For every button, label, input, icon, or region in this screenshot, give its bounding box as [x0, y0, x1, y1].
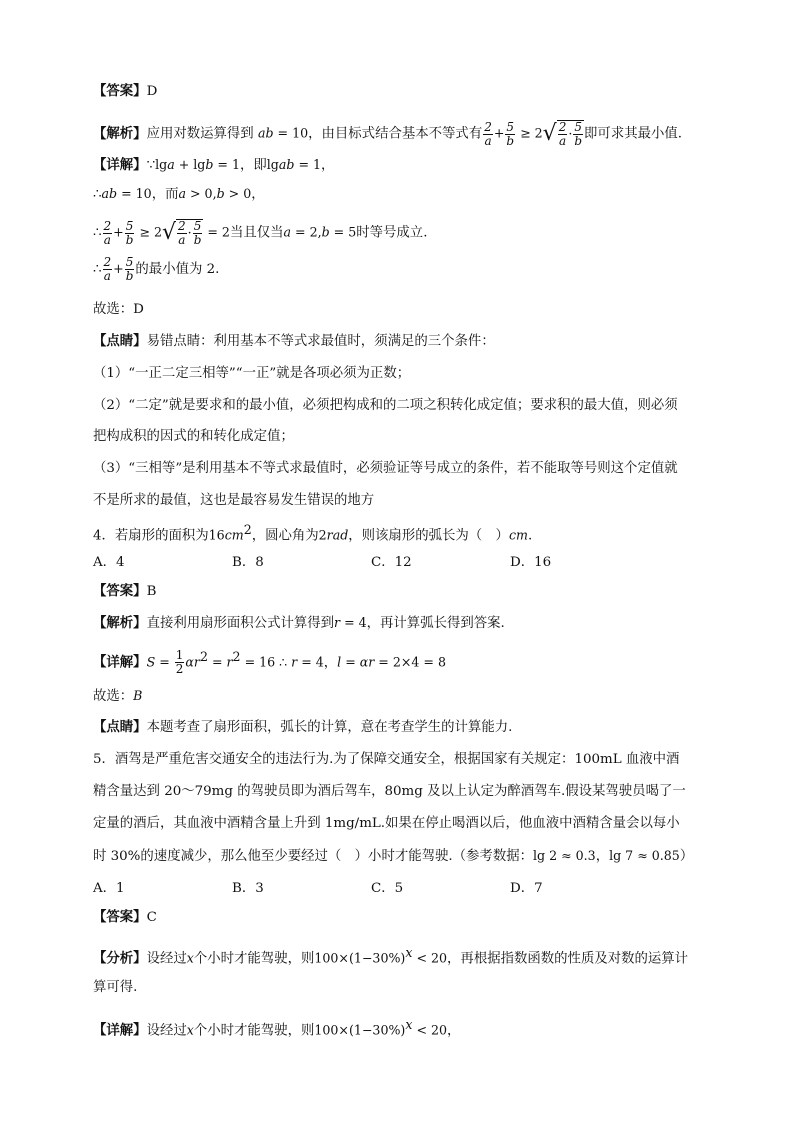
q4-answer-line: 【 答案 】 B: [93, 583, 734, 601]
q5-stem-3: 定量的酒后，其血液中酒精含量上升到 1mg/mL.如果在停止喝酒以后，他血液中酒精含量会以每小: [93, 816, 680, 831]
q3-comment-3a: （3）“三相等”是利用基本不等式求最值时，必须验证等号成立的条件，若不能取等号则这个定值就: [93, 461, 678, 476]
q5-answer-line: 【 答案 】 C: [93, 909, 734, 927]
q4-choose: 故选：B: [93, 688, 143, 704]
q3-comment-2b: 把构成积的因式的和转化成定值；: [93, 429, 294, 444]
q4-option-b: B．8: [232, 555, 264, 570]
q5-fenxi-line: 【 分析 】 设经过x个小时才能驾驶，则$100\times(1-30\%)^x < 20$，再根据指数函数的性质及对数的运算计: [93, 944, 734, 968]
q4-answer: B: [146, 584, 157, 599]
sqrt-product: √ $\frac{2}{a}$ · $\frac{5}{b}$: [542, 120, 583, 148]
q4-option-d: D．16: [510, 555, 552, 570]
formula-ab10: ab: [257, 125, 274, 141]
q5-option-a: A．1: [93, 881, 125, 896]
analysis-label: 【 解析 】: [93, 127, 147, 142]
q4-comment: 【 点睛 】 本题考查了扇形面积，弧长的计算，意在考查学生的计算能力.: [93, 719, 734, 737]
q5-stem-1: 5．酒驾是严重危害交通安全的违法行为.为了保障交通安全，根据国家有关规定：100mL 血液中酒: [93, 752, 680, 767]
q5-option-c: C．5: [371, 881, 404, 896]
q3-detail-line-1: 【 详解 】 ∵lga + lgb = 1，即lgab = 1，: [93, 156, 734, 175]
q3-detail-line-4: ∴ $\frac{2}{a}$ + $\frac{5}{b}$ 的最小值为 2.: [93, 255, 220, 283]
q3-comment-3b: 不是所求的最值，这也是最容易发生错误的地方: [93, 493, 375, 508]
q5-fenxi-line-2: 算可得.: [93, 980, 138, 995]
q4-analysis-line: 【 解析 】 直接利用扇形面积公式计算得到r = 4，再计算弧长得到答案.: [93, 614, 734, 633]
frac-5-b: $\frac{5}{b}$: [506, 119, 515, 148]
q5-option-d: D．7: [510, 881, 543, 896]
q4-stem: 4．若扇形的面积为$16cm^2$，圆心角为2rad，则该扇形的弧长为（ ）cm.: [93, 522, 533, 544]
q5-stem-4: 时 30%的速度减少，那么他至少要经过（ ）小时才能驾驶.（参考数据：lg 2 ≈ 0.3，lg 7 ≈ 0.85）: [93, 848, 694, 864]
q5-answer: C: [146, 910, 157, 925]
q3-choose: 故选：D: [93, 302, 144, 317]
answer-label: 【 答案 】: [93, 84, 147, 99]
q5-stem-2: 精含量达到 20～79mg 的驾驶员即为酒后驾车，80mg 及以上认定为醉酒驾车.假设某驾驶员喝了一: [93, 784, 686, 799]
q3-comment-1: （1）“一正二定三相等”“一正”就是各项必须为正数；: [93, 366, 411, 381]
q3-comment-head: 【 点睛 】 易错点睛：利用基本不等式求最值时，须满足的三个条件：: [93, 333, 734, 351]
q3-answer: D: [146, 84, 158, 99]
detail-label: 【 详解 】: [93, 158, 147, 173]
frac-2-a: $\frac{2}{a}$: [484, 119, 492, 148]
q4-detail-line: 【 详解 】 S = $\frac{1}{2}$ $\alpha r^2 = r^2 = 16$ ∴ r = 4，l = αr = 2×4 = 8: [93, 648, 734, 676]
q3-detail-line-3: ∴ $\frac{2}{a}$ + $\frac{5}{b}$ ≥ 2√ $\frac{2}{a}$ · $\frac{5}{b}$ = 2当且仅当a = 2,b = 5时等号成立.: [93, 218, 428, 247]
q4-option-a: A．4: [93, 555, 125, 570]
q3-comment-2a: （2）“二定”就是要求和的最小值，必须把构成和的二项之积转化成定值；要求积的最大值，则必须: [93, 398, 678, 413]
q5-detail-line: 【 详解 】 设经过x个小时才能驾驶，则$100\times(1-30\%)^x < 20$，: [93, 1016, 734, 1040]
q4-option-c: C．12: [371, 555, 412, 570]
comment-label: 【 点睛 】: [93, 334, 147, 349]
q3-analysis-line: 【 解析 】 应用对数运算得到 ab = 10，由目标式结合基本不等式有 $\frac{2}{a}$ + $\frac{5}{b}$ ≥ 2√ $\frac{2}{a}$ · $\frac{5}{b}$ 即可求其最小值.: [93, 120, 734, 148]
q3-answer-line: [93, 83, 734, 101]
q5-option-b: B．3: [232, 881, 264, 896]
q3-detail-line-2: ∴ab = 10，而a > 0,b > 0，: [93, 186, 265, 202]
